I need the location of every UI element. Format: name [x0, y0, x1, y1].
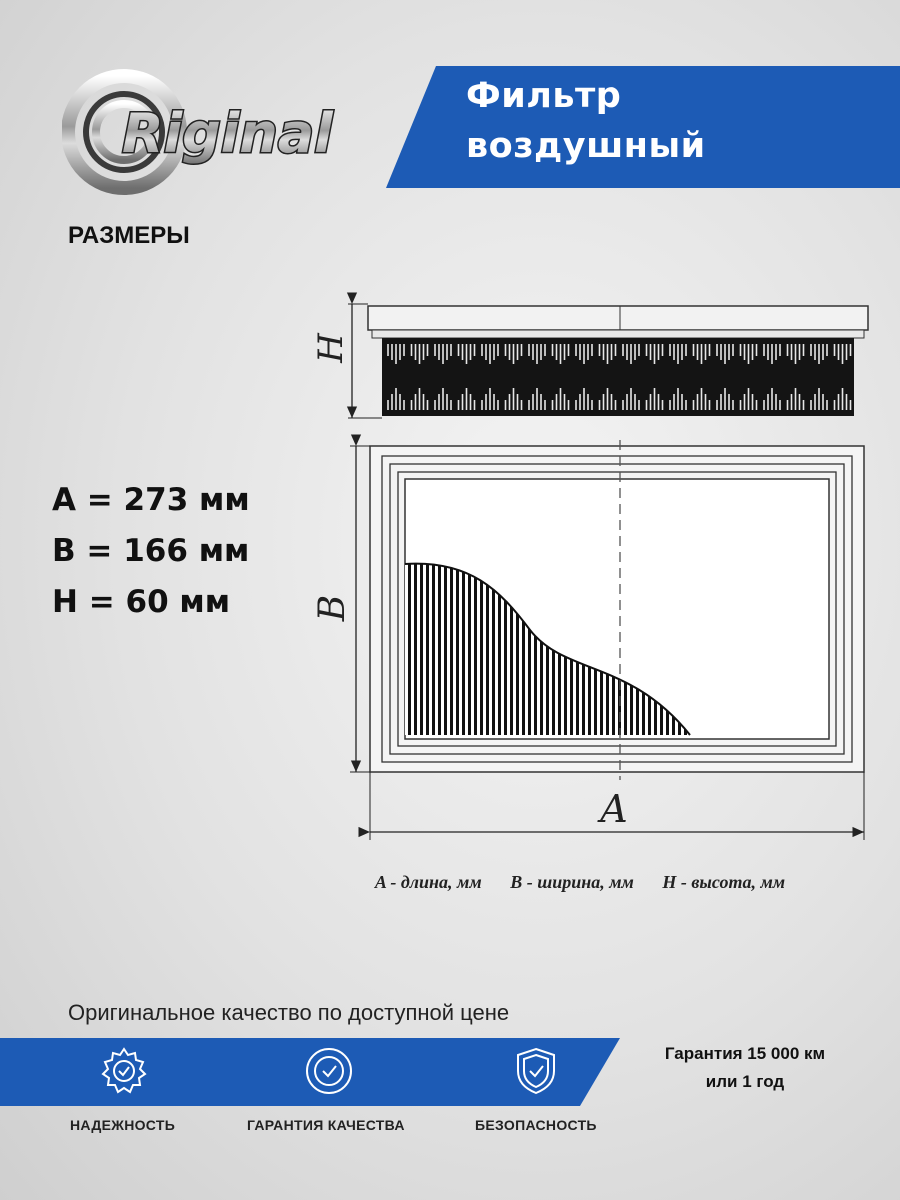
legend-b: B - ширина, мм: [510, 872, 634, 892]
dimension-legend: [300, 872, 860, 893]
feature-label-quality: ГАРАНТИЯ КАЧЕСТВА: [247, 1117, 405, 1133]
feature-label-safety: БЕЗОПАСНОСТЬ: [475, 1117, 597, 1133]
title-banner: [386, 66, 900, 188]
tagline: Оригинальное качество по доступной цене: [68, 1000, 510, 1025]
shield-check-icon: [510, 1045, 562, 1097]
dimension-h: H = 60 мм: [52, 584, 231, 620]
dimension-b: B = 166 мм: [52, 533, 250, 569]
warranty-line2: или 1 год: [705, 1072, 785, 1091]
feature-label-reliability: НАДЕЖНОСТЬ: [70, 1117, 176, 1133]
side-view: [368, 306, 868, 416]
width-label: B: [312, 594, 353, 622]
dimension-a: A = 273 мм: [52, 482, 250, 518]
length-label: A: [600, 787, 628, 831]
height-label: H: [311, 333, 351, 363]
product-title-line2: воздушный: [466, 126, 706, 166]
logo-wordmark: Riginal: [122, 102, 333, 165]
filter-drawing: [300, 290, 880, 850]
product-title-line1: Фильтр: [466, 76, 622, 116]
top-view: [370, 440, 864, 780]
legend-a: A - длина, мм: [374, 872, 482, 892]
badge-check-icon: [303, 1045, 355, 1097]
sizes-heading: РАЗМЕРЫ: [68, 222, 190, 249]
gear-check-icon: [98, 1045, 150, 1097]
warranty-note: [630, 1040, 860, 1096]
warranty-line1: Гарантия 15 000 км: [664, 1044, 826, 1063]
brand-logo: [62, 60, 402, 200]
legend-h: H - высота, мм: [662, 872, 786, 892]
